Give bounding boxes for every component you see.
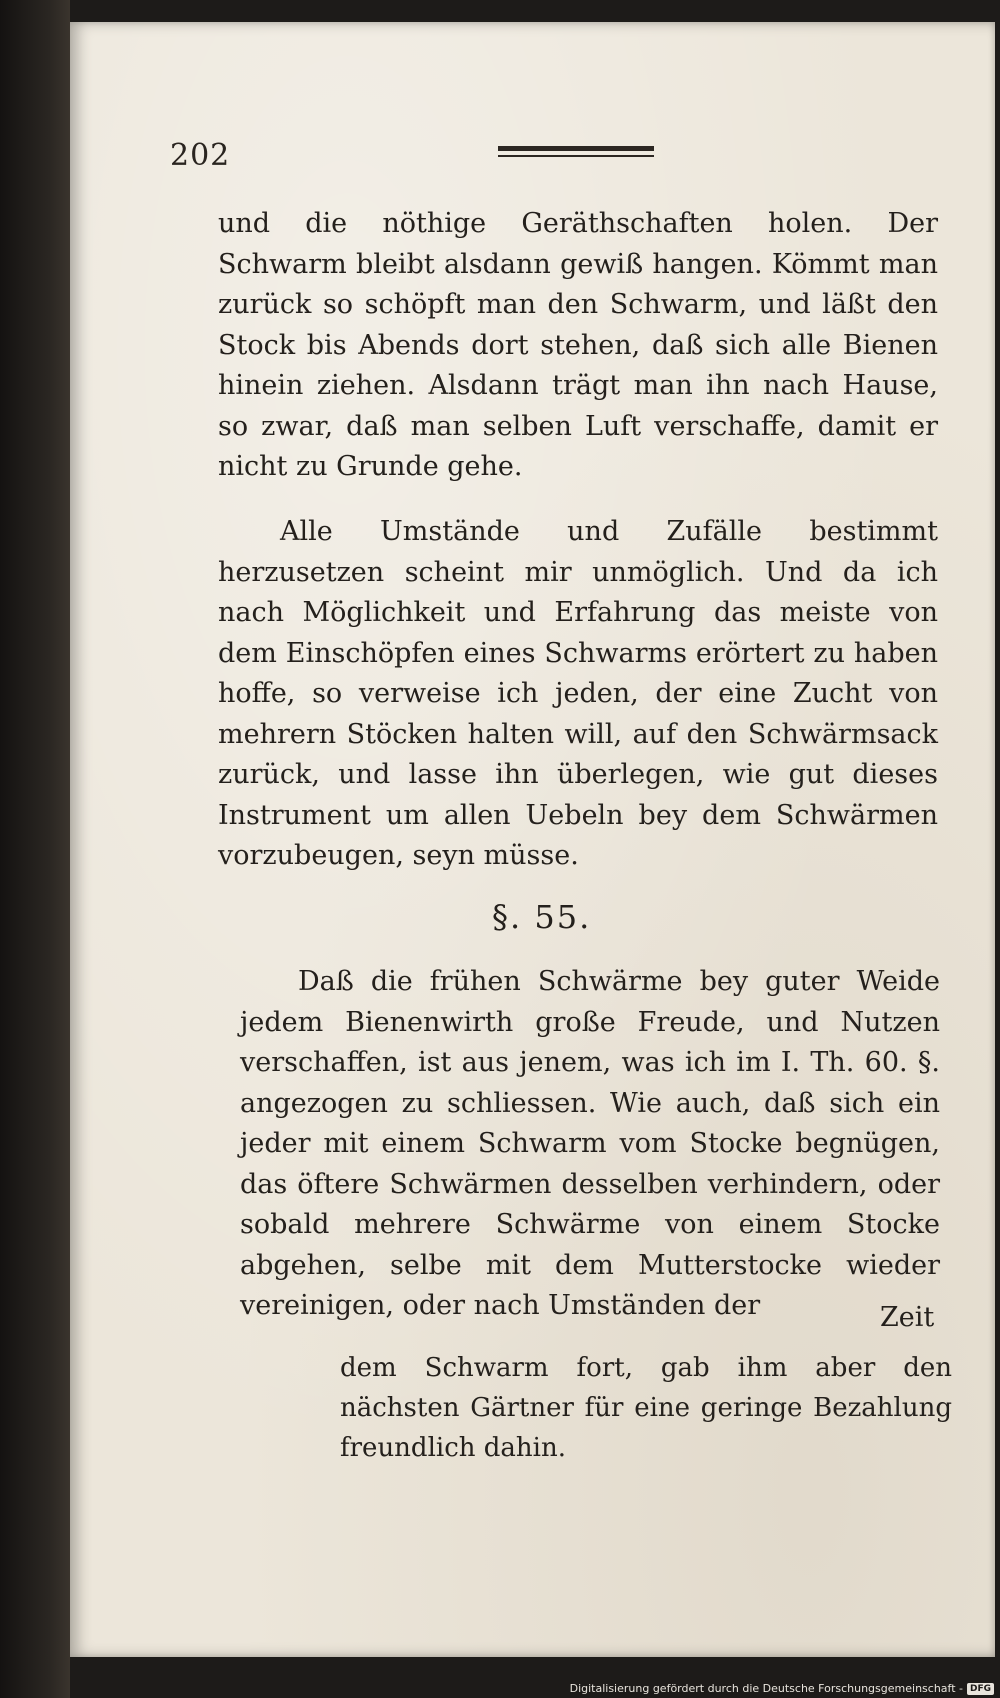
digitization-credit	[570, 1682, 994, 1695]
dfg-logo-badge: DFG	[967, 1683, 994, 1695]
header-rule	[498, 146, 654, 160]
credit-text: Digitalisierung gefördert durch die Deutsche Forschungsgemeinschaft -	[569, 1682, 963, 1695]
scan-background	[0, 0, 70, 1698]
header-rule-thick	[498, 146, 654, 151]
paragraph-1	[218, 204, 938, 488]
header-rule-thin	[498, 155, 654, 157]
section-heading: §. 55.	[492, 898, 592, 936]
paragraph-2-text: Alle Umstände und Zufälle bestimmt herzusetzen scheint mir unmöglich. Und da ich nach Möglichkeit und Erfahrung das meiste von dem Einschöpfen eines Schwarms erörtert zu haben hoffe, so verweise ich jeden, der eine Zucht von mehrern Stöcken halten will, auf den Schwärmsack zurück, und lasse ihn überlegen, wie gut dieses Instrument um allen Uebeln bey dem Schwärmen vorzubeugen, seyn müsse.	[218, 516, 938, 871]
footnote: dem Schwarm fort, gab ihm aber den nächsten Gärtner für eine geringe Bezahlung freundlich dahin.	[340, 1353, 952, 1463]
paragraph-1-text: und die nöthige Geräthschaften holen. Der Schwarm bleibt alsdann gewiß hangen. Kömmt man zurück so schöpft man den Schwarm, und läßt den Stock bis Abends dort stehen, daß sich alle Bienen hinein ziehen. Alsdann trägt man ihn nach Hause, so zwar, daß man selben Luft verschaffe, damit er nicht zu Grunde gehe.	[218, 208, 938, 482]
catchword: Zeit	[880, 1302, 935, 1333]
paragraph-2	[218, 512, 938, 877]
section-paragraph-text: Daß die frühen Schwärme bey guter Weide jedem Bienenwirth große Freude, und Nutzen verschaffen, ist aus jenem, was ich im I. Th. 60. §. angezogen zu schliessen. Wie auch, daß sich ein jeder mit einem Schwarm vom Stocke begnügen, das öftere Schwärmen desselben verhindern, oder sobald mehrere Schwärme von einem Stocke abgehen, selbe mit dem Mutterstocke wieder vereinigen, oder nach Umständen der	[240, 966, 940, 1321]
page-number: 202	[170, 138, 231, 173]
section-paragraph	[240, 962, 940, 1327]
